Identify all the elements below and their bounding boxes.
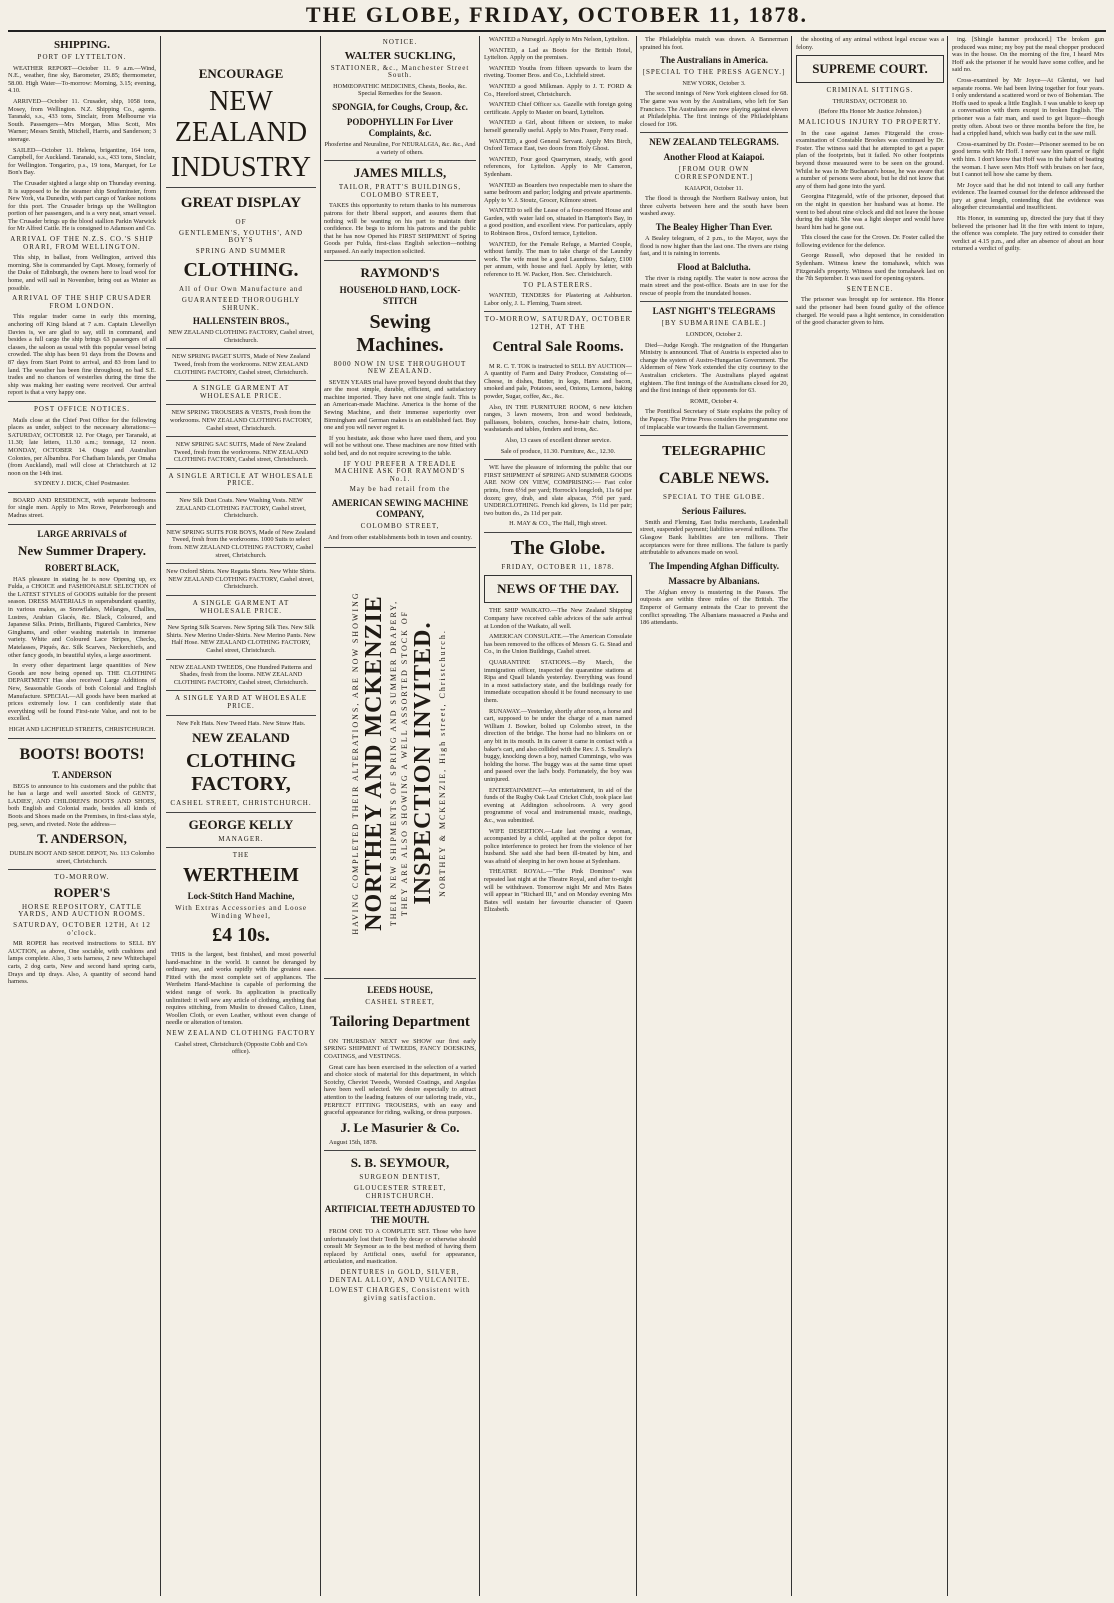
teeth-text: FROM ONE TO A COMPLETE SET. Those who have unfortunately lost their Teeth by decay or otherwise should consult Mr Seymour as to the best method of having them replaced by Artificial ones, useful for appearance, articulation, and mastication. [324,1228,476,1266]
divider [166,619,316,620]
single-garment-2: A SINGLE GARMENT AT WHOLESALE PRICE. [192,599,290,615]
northey-sub-3: THEY ARE ALSO SHOWING A WELL ASSORTED STOCK OF [400,610,409,917]
column-rule [479,36,480,1596]
walter-sub: STATIONER, &c., Manchester Street South. [330,63,470,80]
crates: Also, 13 cases of excellent dinner service. [505,436,611,444]
divider [166,690,316,691]
news-heading: NEWS OF THE DAY. [497,581,619,597]
wanted-ad: WANTED a Girl, about fifteen or sixteen, to make herself generally useful. Apply to Mrs Fraser, Ferry road. [484,119,632,134]
thursday-notice: ON THURSDAY NEXT we SHOW our first early SPRING SHIPMENT of TWEEDS, FANCY DOESKINS, COATINGS, and VESTINGS. [324,1037,476,1060]
failures-text: Smith and Fleming, East India merchants, Leadenhall street, suspended payment; liabilities several millions. The Glasgow Bank liabilities are ten millions. Their acceptances were for three millions. The failure is partly attributable to advances made on wool. [640,518,788,557]
tok-auction: M R. C. T. TOK is instructed to SELL BY AUCTION— A quantity of Farm and Dairy Produce, Consisting of— Cheese, in dishes, Butter, in kegs, Hams and bacon, smoked and pale, Potatoes, seed, Onions, Lemons, baking powder, Sugar, coffee, &c., &c. [484,362,632,400]
furniture: Also, IN THE FURNITURE ROOM, 6 new kitchen ranges, 3 lawn mowers, Iron and wood bedsteads, palliasses, bolsters, couches, horse-hair chairs, lotions, washstands and tables, fenders and irons, &c. [484,403,632,434]
single-yard: A SINGLE YARD AT WHOLESALE PRICE. [174,694,308,710]
guaranteed: GUARANTEED THOROUGHLY SHRUNK. [181,295,301,312]
column-7 [952,36,1104,1596]
cable-news-heading: CABLE NEWS. [658,470,770,488]
robert-black-heading: ROBERT BLACK, [44,562,120,573]
sale-times: Sale of produce, 11.30. Furniture, &c., 12.30. [500,447,616,455]
boys-suits: NEW SPRING SUITS FOR BOYS, Made of New Zealand Tweed, fresh from the workrooms. 1000 Suits to select from. NEW ZEALAND CLOTHING FACTORY, Cashel street, Christchurch. [166,528,316,559]
northey-sub-1: HAVING COMPLETED THEIR ALTERATIONS, ARE NOW SHOWING [351,591,360,935]
plasterers-text: WANTED, TENDERS for Plastering at Ashburton. Labor only, J. L. Fleming, Tuam street. [484,292,632,307]
hesitate: If you hesitate, ask those who have used them, and you will not be without one. These machines are now fitted with solid bed, and do not require screwing to the table. [324,434,476,458]
rome-text: The Pontifical Secretary of State explains the policy of the Papacy. The Prime Press considers the programme one of implacable war towards the Italian Government. [640,408,788,431]
new-zealand-heading: NEW ZEALAND [174,86,308,148]
anderson-text: BEGS to announce to his customers and the public that he has a large and well assorted Stock of GENTS', LADIES', AND CHILDREN'S BOOTS AND SHOES, both English and Colonial made, besides all kinds of Boots and Shoes made on the Premises, in first-class style, peg, sewn, and riveted. Note the address— [8,782,156,828]
philadelphia-note: The Philadelphia match was drawn. A Bannerman sprained his foot. [640,36,788,51]
postmaster-signature: SYDNEY J. DICK, Chief Postmaster. [34,480,130,488]
special-press: [SPECIAL TO THE PRESS AGENCY.] [642,68,786,77]
special-globe: SPECIAL TO THE GLOBE. [662,493,766,502]
lockstitch-heading: Lock-Stitch Hand Machine, [187,890,295,901]
divider [8,524,156,525]
trial-text-5: His Honor, in summing up, directed the jury that if they believed the prisoner had lit the fire with intent to injure, the offence was complete. The jury retired to consider their verdict at 4.15 p.m., and after an absence of about an hour returned a verdict of guilty. [952,215,1104,253]
globe-dateline: FRIDAY, OCTOBER 11, 1878. [501,562,615,571]
news-consulate: AMERICAN CONSULATE.—The American Consulate has been removed to the offices of Messrs G. G. Stead and Co., in the Union Buildings, Cashel street. [484,633,632,656]
rome-dateline: ROME, October 4. [690,397,738,405]
wertheim-text: THIS is the largest, best finished, and most powerful hand-machine in the world. It cannot be deranged by ordinary use, and works rapidly with the greatest ease. Fitted with the most complete set of appliances. The Wertheim Hand-Machine is capable of performing the widest range of work. Its application is practically unlimited: it will sew any article of clothing, anything that requires stitching, from Muslin to dressed Calico, Linen, Woollen Cloth, or even Leather, without even change of needle or alteration of tension. [166,951,316,1027]
retail: May be had retail from the [349,485,451,494]
cashel-street: CASHEL STREET, CHRISTCHURCH. [170,799,312,808]
central-sale-rooms: Central Sale Rooms. [492,338,624,355]
shirts: New Oxford Shirts. New Regatta Shirts. New White Shirts. NEW ZEALAND CLOTHING FACTORY, Cashel street, Christchurch. [166,568,316,591]
sewing-machines: Sewing Machines. [356,310,444,356]
may-signature: H. MAY & CO., The Hall, High street. [509,520,607,528]
nz-telegrams-heading: NEW ZEALAND TELEGRAMS. [649,137,779,148]
wertheim-heading: WERTHEIM [183,863,299,886]
afghan-heading: The Impending Afghan Difficulty. [648,560,780,571]
trial-text-2: Cross-examined by Mr Joyce—At Glentui, we had separate rooms. We had been living together for four years. I only understand a scattered word or two of Bohemian. The Hoffs used to speak a little English. I was unable to keep up a conversation with them except in broken English. The prisoner was a fair man, and used to get liquor—though pretty often. About two or three months before the fire, he had a crippled hand, which was badly cut in the saw mill. [952,76,1104,138]
globe-title: The Globe. [510,536,606,559]
northey-name: NORTHEY AND MCKENZIE [361,595,387,932]
gloucester: GLOUCESTER STREET, CHRISTCHURCH. [353,1183,447,1200]
manager-label: MANAGER. [218,834,264,843]
of-label: OF [235,218,247,226]
tomorrow-label: TO-MORROW. [54,873,110,882]
plasterers-heading: TO PLASTERERS. [523,280,593,289]
spring-label: SPRING AND SUMMER [195,246,287,255]
northey-sub-2: THEIR NEW SHIPMENTS OF SPRING AND SUMMER DRAPERY, [389,600,398,927]
great-display: GREAT DISPLAY [180,195,302,211]
treadle: IF YOU PREFER A TREADLE MACHINE ASK FOR RAYMOND'S No.1. [334,459,466,483]
divider [166,524,316,525]
summer-drapery-heading: New Summer Drapery. [18,542,146,558]
criminal-sittings: CRIMINAL SITTINGS. [826,86,914,95]
telegraphic-heading: TELEGRAPHIC [662,444,766,460]
american-company: AMERICAN SEWING MACHINE COMPANY, [331,498,469,519]
column-2 [166,36,316,1596]
divider [166,659,316,660]
submarine-cable: [BY SUBMARINE CABLE.] [661,319,767,328]
news-theatre: THEATRE ROYAL.—"The Pink Dominos" was repeated last night at the Theatre Royal, and after to-night will be withdrawn. Tomorrow night Mr and Mrs Bates will appear in "Richard III," and on Monday evening Mrs Bates will sustain her favourite character of Queen Elizabeth. [484,868,632,914]
notice-label: NOTICE. [382,38,418,46]
sentence-heading: SENTENCE. [846,284,894,293]
divider [166,404,316,405]
column-4 [484,36,632,1596]
gentlemen-label: GENTLEMEN'S, YOUTHS', AND BOY'S [178,228,304,245]
large-arrivals-heading: LARGE ARRIVALS of [37,528,127,539]
own-correspondent: [FROM OUR OWN CORRESPONDENT.] [674,165,754,181]
news-waikato: THE SHIP WAIKATO.—The New Zealand Shipping Company have received cable advices of the safe arrival at London of the Waikato, all well. [484,607,632,630]
extras: With Extras Accessories and Loose Winding Wheel, [175,903,307,920]
anderson-name: T. ANDERSON [52,769,112,780]
column-rule [636,36,637,1596]
boots-heading: BOOTS! BOOTS! [19,745,145,763]
industry-heading: INDUSTRY [170,152,311,183]
sentence-text: The prisoner was brought up for sentence. His Honor said the prisoner had been found guilty of the offence charged. He would pass a light sentence, in consideration of the good character given to him. [796,296,944,327]
column-3 [324,36,476,1596]
podophyllin: PODOPHYLLIN For Liver Complaints, &c. [346,116,454,138]
divider [166,715,316,716]
bealey-text: A Bealey telegram, of 2 p.m., to the Mayor, says the flood is now higher than the last one. The rivers are rising fast, and it is raining in torrents. [640,234,788,258]
malicious-text: In the case against James Fitzgerald the cross-examination of Constable Brookes was continued by Dr. Foster. The witness said that he attempted to get a paper plan of the footprints, but it failed. No other footprints beyond those measured were to be seen on the ground. Whilst he was in Mr Buchanan's house, he was aware that a number of persons were about, but he did not know that any of them had gone into the yard. [796,129,944,190]
wanted-ad: WANTED a good Milkman. Apply to J. T. FORD & Co., Hereford street, Christchurch. [484,82,632,98]
shipping-heading: SHIPPING. [54,39,110,51]
divider [166,847,316,848]
column-rule [791,36,792,1596]
trial-text-3: Cross-examined by Dr. Foster—Prisoner seemed to be on good terms with Mr Hoff. I never saw him quarrel or fight with him. I don't know that Hoff was in the habit of beating the woman. I have seen Mrs Hoff with bruises on her face, but I cannot tell how she came by them. [952,140,1104,179]
trial-text-1: ing. [Shingle hammer produced.] The broken gun produced was mine; my boy put the meal chopper produced was in the house. On the morning of the fire, I heard Mrs Hoff ask the prisoner if he would have some coffee, and he said no. [952,36,1104,74]
kaiapoi-dateline: KAIAPOI, October 11. [684,184,744,192]
column-rule [320,36,321,1596]
mills-text: TAKES this opportunity to return thanks to his numerous patrons for their liberal support, and assures them that nothing will be wanting on his part to maintain their confidence. He begs to inform his patrons and the public that he has now Opened his FIRST SHIPMENT of Spring Goods per Fulda, first-class English selection—nothing surpassed. An early inspection solicited. [324,202,476,255]
leeds-house: LEEDS HOUSE, [367,985,433,996]
supreme-court-heading: SUPREME COURT. [812,61,928,77]
news-wife: WIFE DESERTION.—Late last evening a woman, accompanied by a child, applied at the police depot for police interference to protect her from the violence of her husband. She said she had been ill-treated by him, and was afraid of sleeping in her own house at Sydenham. [484,827,632,865]
divider [166,563,316,564]
tweeds: NEW ZEALAND TWEEDS, One Hundred Patterns and Shades, fresh from the looms. NEW ZEALAND CLOTHING FACTORY, Cashel street, Christchurch. [169,663,313,686]
divider [8,738,156,739]
tomorrow-label: TO-MORROW, SATURDAY, OCTOBER 12TH, AT THE [484,315,632,331]
northey-foot: NORTHEY & MCKENZIE, High street, Christchurch. [438,629,447,898]
kaiapoi-text: The flood is through the Northern Railway union, but three culverts between here and the south have been washed away. [640,195,788,218]
george-russell: George Russell, who deposed that he resided in Sydenham. Witness knew the tomahawk, which was Fitzgerald's property. Witness used the tomahawk last on the 7th September. It was used for opening oysters. [796,252,944,283]
encourage-heading: ENCOURAGE [198,66,284,81]
agents: And from other establishments both in town and country. [328,533,472,541]
trial-text-4: Mr Joyce said that he did not intend to call any further evidence. The learned counsel for the defence addressed the jury at great length, contending that the evidence was altogether circumstantial and insufficient. [952,181,1104,212]
divider [166,436,316,437]
seymour: S. B. SEYMOUR, [350,1155,450,1171]
thursday-text: Great care has been exercised in the selection of a varied and choice stock of material for this department, in which Scotchy, Cheviot Tweeds, Worsted Coatings, and Angolas have been well selected. We desire especially to attract attention to the leading features of our tailoring trade, viz., PERFECT FITTING TROUSERS, with an easy and graceful appearance for riding, walking, or dress purposes. [324,1063,476,1117]
tailoring: Tailoring Department [330,1013,470,1030]
robert-black-address: HIGH AND LICHFIELD STREETS, CHRISTCHURCH. [8,725,156,733]
northey-rotated-block [350,592,448,935]
continued-text: the shooting of any animal without legal excuse was a felony. [796,36,944,51]
ropers-sub: HORSE REPOSITORY, CATTLE YARDS, AND AUCTION ROOMS. [18,902,146,919]
in-use: 8000 NOW IN USE THROUGHOUT NEW ZEALAND. [333,359,467,376]
case-closed: This closed the case for the Crown. Dr. Foster called the following evidence for the defence. [796,234,944,249]
news-entertainment: ENTERTAINMENT.—An entertainment, in aid of the funds of the Rugby Oak Leaf Cricket Club, took place last evening at Addington schoolroom. A very good programme of vocal and instrumental music, readings, &c., was submitted. [484,786,632,824]
masthead-rule [8,30,1106,32]
news-runaway: RUNAWAY.—Yesterday, shortly after noon, a horse and cart, supposed to be under the charge of a man named William J. Bowker, bolted up Colombo street, in the direction of the bridge. The horse had no blinkers on or any bit in its mouth. In its career it came in contact with a baker's cart, and also collided with the Rev. J. S. Smalley's buggy, knocking down a boy, named Cummings, who was holding the horse. The buggy was at the same time upset and passed over the lad's body. Fortunately, the boy was uninjured. [484,707,632,783]
hats: New Felt Hats. New Tweed Hats. New Straw Hats. [176,719,306,727]
divider [484,532,632,533]
divider [640,132,788,133]
ny-dateline: NEW YORK, October 3. [682,79,746,87]
balclutha-text: The river is rising rapidly. The water is now across the main street and the post-office. Boats are in use for the rescue of people from the inundated houses. [640,274,788,297]
column-rule [947,36,948,1596]
divider [8,869,156,870]
george-kelly: GEORGE KELLY [188,816,294,832]
silk-dust-coats: New Silk Dust Coats. New Washing Vests. NEW ZEALAND CLOTHING FACTORY, Cashel street, Christchurch. [176,497,306,520]
lowest-charges: LOWEST CHARGES, Consistent with giving satisfaction. [329,1286,471,1302]
crusader-text: This regular trader came in early this morning, anchoring off King Island at 7 a.m. Captain Llewellyn Davies is, we are glad to say, still in command, and besides a full cargo the ship brings 63 passengers of all classes, the saloon as usual with this popular vessel being crowded. The ship has been 91 days from the Downs and 87 days from Start Point to arrival, and 83 from land to land. The weather has been fine throughout, no bad S.E. trades and no chances of westerlies during the time the ship was making her easting were received. Our arrival report is that a very happy one. [8,313,156,397]
spongia: SPONGIA, for Coughs, Croup, &c. [332,101,468,112]
hallenstein: HALLENSTEIN BROS., [192,316,290,327]
divider [8,492,156,493]
sac-suits: NEW SPRING SAC SUITS, Made of New Zealand Tweed, fresh from the workrooms. NEW ZEALAND CLOTHING FACTORY, Cashel street, Christchurch. [173,441,309,464]
robert-black-text-2: In every other department large quantities of New Goods are now being opened up. THE CLOTHING DEPARTMENT Has also received Large Additions of New, Seasonable Goods of both Colonial and English Manufacture. SPECIAL—All goods have been marked at prices extremely low. I can confidently state that everything will be found First-rate Value, and not to be excelled. [8,662,156,723]
walter-suckling: WALTER SUCKLING, [344,49,456,62]
divider [324,160,476,161]
nzcf-address: Cashel street, Christchurch (Opposite Cobb and Co's office). [174,1040,308,1056]
news-box [484,575,632,603]
divider [8,401,156,402]
wanted-ad: WANTED a Nursegirl. Apply to Mrs Nelson, Lyttelton. [489,36,629,43]
divider [324,1150,476,1151]
divider [166,348,316,349]
weather-report: WEATHER REPORT—October 11. 9 a.m.—Wind, N.E., weather, fine sky, Barometer, 29.85; thermometer, 58.00. High Water—To-morrow: Morning, 3.15; evening, 4.10. [8,64,156,95]
le-masurier: J. Le Masurier & Co. [340,1119,460,1135]
post-text: Mails close at the Chief Post Office for the following places as under, subject to the necessary alterations:— SATURDAY, OCTOBER 12. For Otago, per Taranaki, at 11.30; late letters, 11.30 a.m.; tonnage, 12 noon. MONDAY, OCTOBER 14. Otago and Australian Colonies, per Albambra. For Chatham Islands, per Omaha (from Auckland), mail will close at Christchurch at 12 noon on the 14th inst. [8,416,156,477]
wanted-ad: WANTED Youths from fifteen upwards to learn the riveting. Toomer Bros. and Co., Lichfield street. [484,64,632,80]
divider [166,812,316,813]
column-1 [8,36,156,1596]
masthead [0,0,1114,30]
leeds-sub: CASHEL STREET, [365,998,435,1007]
failures-heading: Serious Failures. [681,505,747,516]
london-dateline: LONDON, October 2. [685,331,743,339]
james-mills: JAMES MILLS, [353,165,447,181]
scarves: New Spring Silk Scarves. New Spring Silk Ties. New Silk Shirts. New Merino Under-Shirts. New Merino Pants. New Half Hose. NEW ZEALAND CLOTHING FACTORY, Cashel street, Christchurch. [166,624,316,654]
seven-years: SEVEN YEARS trial have proved beyond doubt that they are the most simple, durable, efficient, and satisfactory machine imported. They have not one single fault. This is an American-made Machine. America is the home of the Sewing Machine, and their immense superiority over Birmingham and German makes is an established fact. Buy one and you will never regret it. [324,378,476,432]
bealey-heading: The Bealey Higher Than Ever. [655,221,773,232]
teeth: ARTIFICIAL TEETH ADJUSTED TO THE MOUTH. [324,1204,476,1226]
raymonds: RAYMOND'S [360,264,440,280]
own-manufacture: All of Our Own Manufacture and [179,285,303,294]
the-label: THE [232,851,250,860]
northey-vertical-ad [324,547,476,979]
post-heading: POST OFFICE NOTICES. [34,404,130,413]
wanted-ad: WANTED as Boarders two respectable men to share the same bedroom and parlor; lodging and private apartments. Apply to V. J. Stoutz, Grocer, Kilmore street. [484,181,632,204]
malicious-heading: MALICIOUS INJURY TO PROPERTY. [798,117,942,126]
anderson-big: T. ANDERSON, [37,831,127,847]
ropers-date: SATURDAY, OCTOBER 12TH, At 12 o'clock. [13,921,151,937]
surgeon-dentist: SURGEON DENTIST, [359,1173,441,1182]
price: £4 10s. [212,924,270,947]
sailed-list: SAILED—October 11. Helena, brigantine, 164 tons, Campbell, for Auckland. Taranaki, s.s., 433 tons, Sinclair, for Wellington. Tongariro, p.s., 19 tons, Marquet, for Le Bon's Bay. [8,146,156,177]
divider [166,187,316,188]
australians-heading: The Australians in America. [659,55,768,66]
single-article: A SINGLE ARTICLE AT WHOLESALE PRICE. [168,471,314,488]
thursday-dateline: THURSDAY, OCTOBER 10. [832,97,908,105]
massacre-text: The Afghan envoy is mustering in the Passes. The outposts are within three miles of the British. The Emperor of Germany entreats the Czar to prevent the conflict spreading. The Albanians massacred a Pasha and 186 attendants. [640,588,788,627]
factory-address: NEW ZEALAND CLOTHING FACTORY, Cashel street, Christchurch. [168,329,314,344]
single-garment-1: A SINGLE GARMENT AT WHOLESALE PRICE. [192,384,290,400]
wanted-ad: WANTED, a Lad as Boots for the British Hotel, Lyttelton. Apply on the premises. [484,46,632,62]
clothing-heading: CLOTHING. [183,259,299,282]
robert-black-text: HAS pleasure in stating he is now Opening up, ex Fulda, a CHOICE and FASHIONABLE SELECTION of the LATEST STYLES of GOODS suitable for the present season. DRESS MATERIALS in superabundant quantity, in various makes, as Snowflakes, Mélanges, Challies, Lustres, Arabian Glacés, &c. Black, Coloured, and Japanese Silks. Prints, Brilliants, Figured Cambrics, New Ginghams, and other washing materials in immense variety. White and Coloured Lace Stripes, Checks, Matelasses, Piqués, &c. Silk Scarves, Neckerchiefs, and other fancy goods, in beautiful styles, a large assortment. [8,575,156,659]
arrived-list: ARRIVED—October 11. Crusader, ship, 1058 tons, Mosey, from Wellington. N.Z. Shipping Co., agents. Taranaki, s.s., 433 tons, Sinclair, from Melbourne via South. Passengers—Mrs Morgan, Miss Scott, Mrs Warner; Messrs Smith, Mitchell, Harris, and Sanderson; 3 steerage. [8,97,156,143]
london-text: Died—Judge Keogh. The resignation of the Hungarian Ministry is announced. That of Austria is expected also to change the system of Austro-Hungarian Government. The Aldermen of New York extended the city courtesy to the Australian cricketers. The Australians played against eighteen. The first innings of the Australians closed for 20, and the first innings of their opponents for 63. [640,341,788,395]
divider [640,301,788,302]
supreme-court-box [796,55,944,83]
news-quarantine: QUARANTINE STATIONS.—By March, the immigration officer, inspected the quarantine stations at Ripa and Quail Islands yesterday. Everything was found in a most satisfactory state, and the buildings ready for immediate occupation should it be found necessary to use them. [484,659,632,704]
nzcf: NEW ZEALAND CLOTHING FACTORY [166,1029,316,1038]
homeopathic: HOMŒOPATHIC MEDICINES, Chests, Books, &c. Special Remedies for the Season. [333,82,467,98]
georgina-text: Georgina Fitzgerald, wife of the prisoner, deposed that on the night in question her husband was at home. He went to bed about nine o'clock and did not leave the house during the night. She was a light sleeper and would have heard him had he gone out. [796,193,944,231]
board-ad: BOARD AND RESIDENCE, with separate bedrooms for single men. Apply to Mrs Rowe, Peterborough and Madras street. [8,496,156,520]
divider [484,459,632,460]
divider [484,311,632,312]
divider [324,260,476,261]
wanted-ad: WANTED, Four good Quarrymen, steady, with good references, for Lyttelton. Apply to Mr Cameron, Sydenham. [484,155,632,178]
wanted-ad: WANTED, for the Female Refuge, a Married Couple, without family. The man to take charge of the Laundry work. The wife must be a good Laundress. Salary, £100 per annum, with house and fuel. Apply by letter, with reference to H. W. Packer, Hon. Sec. Christchurch. [484,240,632,279]
ny-text: The second innings of New York eighteen closed for 68. The game was won by the Australians, who left for San Francisco. The Australians are now playing against eleven at Philadelphia. The first innings of the Philadelphians closed for 196. [640,90,788,128]
wanted-ad: WANTED to sell the Lease of a four-roomed House and Garden, with water laid on, situated in Hampton's Bay, in a good position, and excellent view. For particulars, apply to Robinson Bros., Oxford terrace, Lyttelton. [484,207,632,238]
anderson-address: DUBLIN BOOT AND SHOE DEPOT, No. 113 Colombo street, Christchurch. [9,850,155,865]
wanted-ad: WANTED Chief Officer s.s. Gazelle with foreign going certificate. Apply to Master on board, Lyttelton. [484,101,632,116]
nz-label: NEW ZEALAND [192,730,290,746]
divider [166,468,316,469]
last-night-heading: LAST NIGHT'S TELEGRAMS [652,306,776,317]
masthead-title: THE GLOBE, FRIDAY, OCTOBER 11, 1878. [305,2,809,27]
port-heading: PORT OF LYTTELTON. [37,53,127,61]
dentures: DENTURES in GOLD, SILVER, DENTAL ALLOY, AND VULCANITE. [329,1268,471,1284]
trousers-vests: NEW SPRING TROUSERS & VESTS, Fresh from the workrooms. NEW ZEALAND CLOTHING FACTORY, Cashel street, Christchurch. [170,409,312,432]
household: HOUSEHOLD HAND, LOCK-STITCH [339,284,461,306]
flood-kaiapoi-heading: Another Flood at Kaiapoi. [663,152,765,163]
le-masurier-date: August 15th, 1878. [329,1138,378,1146]
balclutha-heading: Flood at Balclutha. [677,261,751,272]
crusader-note: The Crusader sighted a large ship on Thursday evening. It is supposed to be the steamer ship Southminster, from New York, via Dunedin, with part cargo of Yankee notions for this port. The Crusader brings up the Wellington portion of her passengers, and is a very neat, smart vessel. The Crusader brings up the blood stallion Parkin Warwick for Mr Alfred Cattle. He is consigned to Adamson and Co. [8,179,156,233]
mills-sub: TAILOR, PRATT'S BUILDINGS, COLOMBO STREET, [338,183,462,199]
massacre-heading: Massacre by Albanians. [668,575,760,586]
neuralgia: Phosferine and Neuraline, For NEURALGIA, &c. &c., And a variety of others. [324,140,476,156]
first-shipment: WE have the pleasure of informing the public that our FIRST SHIPMENT of SPRING AND SUMMER GOODS ARE NOW ON VIEW, COMPRISING:— Fast color prints, from 6½d per yard; Horrock's longcloth, 11s 6d per dozen; grey, drab, and slate alpacas, 7½d per yard. UNDERCLOTHING. French kid gloves, 1s 11d per pair; two button do., 2s 11d per pair. [484,464,632,517]
colombo-street: COLOMBO STREET, [360,522,440,530]
divider [640,435,788,436]
divider [166,380,316,381]
inspection-invited: INSPECTION INVITED. [410,621,436,905]
orari-text: This ship, in ballast, from Wellington, arrived this morning. She is commanded by Capt. Mosey, formerly of the Duke of Edinburgh, the owners here to load wool for home, and will sail in November, bring out as Winter as possible. [8,254,156,292]
wanted-ad: WANTED, a good General Servant. Apply Mrs Birch, Oxford Terrace East, two doors from Holy Ghost. [484,137,632,153]
column-6 [796,36,944,1596]
divider [166,492,316,493]
crusader-heading: ARRIVAL OF THE SHIP CRUSADER FROM LONDON. [12,294,152,310]
ropers-text: MR ROPER has received instructions to SELL BY AUCTION, as above, One sociable, with cushions and lamps complete. Also, 3 sets harness, 2 new Whitechapel carts, 2 dog carts, New and second hand spring carts, Drays and tip drays. Also, A quantity of second hand harness. [8,940,156,986]
paget-suits: NEW SPRING PAGET SUITS, Made of New Zealand Tweed, fresh from the workrooms. NEW ZEALAND CLOTHING FACTORY, Cashel street, Christchurch. [171,353,311,376]
ropers-heading: ROPER'S [53,884,111,900]
orari-heading: ARRIVAL OF THE N.Z.S. CO.'S SHIP ORARI, FROM WELLINGTON. [10,235,154,251]
clothing-factory-heading: CLOTHING FACTORY, [185,750,297,796]
before-judge: (Before His Honor Mr Justice Johnston.) [818,108,922,116]
column-5 [640,36,788,1596]
divider [166,595,316,596]
column-rule [160,36,161,1596]
